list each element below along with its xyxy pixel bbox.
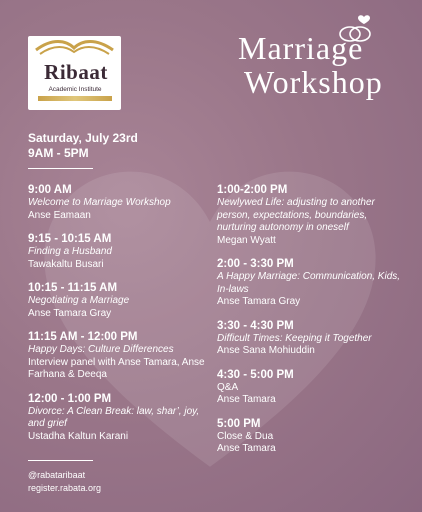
session-title: Welcome to Marriage Workshop [28, 197, 171, 208]
session-time: 11:15 AM - 12:00 PM [28, 331, 138, 343]
session-title: Newlywed Life: adjusting to another person, expectations, boundaries, nurturing autonomy in oneself [217, 197, 375, 233]
ribaat-logo [28, 36, 121, 110]
logo-wordmark: Ribaat [44, 60, 108, 84]
session-speaker: Anse Tamara Gray [28, 307, 112, 319]
schedule-item [28, 232, 213, 271]
session-speaker: Megan Wyatt [217, 234, 276, 246]
session-speaker: Anse Tamara Gray [217, 296, 301, 307]
social-handle: @rabataribaat [28, 470, 86, 480]
session-speaker: Ustadha Kaltun Karani [28, 430, 129, 442]
schedule-item [28, 330, 213, 382]
schedule-item [217, 417, 402, 456]
logo-arabic-band [38, 96, 112, 101]
session-time: 5:00 PM [217, 417, 261, 430]
schedule-item [217, 183, 402, 247]
session-speaker: Tawakaltu Busari [28, 258, 104, 270]
session-speaker: Anse Eamaan [28, 209, 91, 221]
registration-website: register.rabata.org [28, 483, 102, 493]
session-title: A Happy Marriage: Communication, Kids, In-laws [217, 271, 401, 295]
session-time: 1:00-2:00 PM [217, 184, 288, 196]
schedule-item [28, 392, 213, 444]
session-title: Happy Days: Culture Differences [28, 344, 174, 355]
session-title: Difficult Times: Keeping it Together [217, 332, 372, 344]
schedule-item [28, 183, 213, 222]
session-speaker: Anse Sana Mohiuddin [217, 345, 315, 356]
schedule-right-column [217, 183, 402, 466]
schedule-item [28, 281, 213, 320]
session-speaker: Interview panel with Anse Tamara, Anse Farhana & Deeqa [28, 356, 205, 380]
event-date: Saturday, July 23rd [28, 131, 138, 145]
session-time: 9:15 - 10:15 AM [28, 233, 112, 245]
schedule-left-column [28, 183, 213, 453]
logo-subtitle: Academic Institute [48, 86, 102, 93]
session-title: Divorce: A Clean Break: law, shar’, joy, and grief [28, 405, 200, 429]
open-book-icon [32, 30, 117, 58]
schedule-item [217, 257, 402, 309]
divider [28, 460, 93, 461]
session-speaker: Close & Dua Anse Tamara [217, 430, 276, 454]
event-hours: 9AM - 5PM [28, 146, 89, 160]
divider [28, 168, 93, 169]
title-marriage: Marriage [238, 30, 364, 66]
session-time: 2:00 - 3:30 PM [217, 258, 294, 270]
schedule-item [217, 319, 402, 358]
session-time: 3:30 - 4:30 PM [217, 319, 294, 332]
title-workshop: Workshop [244, 64, 383, 100]
schedule-item [217, 368, 402, 407]
session-time: 4:30 - 5:00 PM [217, 368, 294, 381]
session-time: 12:00 - 1:00 PM [28, 392, 112, 405]
session-title: Finding a Husband [28, 246, 112, 257]
session-speaker: Q&A Anse Tamara [217, 381, 276, 405]
session-time: 9:00 AM [28, 184, 72, 196]
session-time: 10:15 - 11:15 AM [28, 282, 118, 294]
session-title: Negotiating a Marriage [28, 295, 130, 306]
